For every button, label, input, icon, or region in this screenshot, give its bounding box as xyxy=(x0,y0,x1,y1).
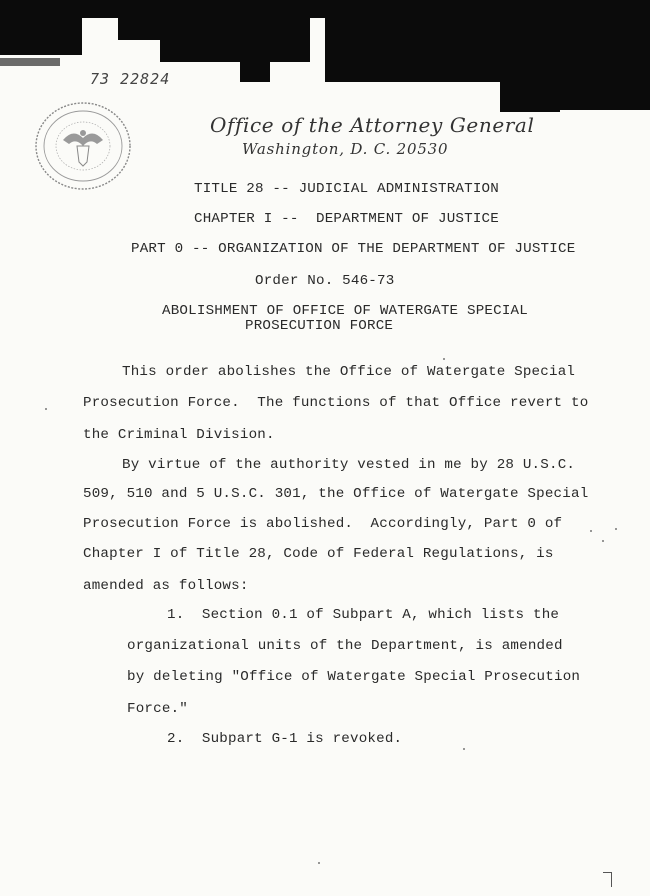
list-item: 2. Subpart G-1 is revoked. xyxy=(167,731,403,747)
part-heading: PART 0 -- ORGANIZATION OF THE DEPARTMENT OF JUSTICE xyxy=(131,241,576,257)
body-line: Prosecution Force. The functions of that Office revert to xyxy=(83,395,589,411)
subject-line-2: PROSECUTION FORCE xyxy=(245,318,394,334)
scan-speck xyxy=(443,358,445,360)
scan-speck xyxy=(590,530,592,532)
body-line: the Criminal Division. xyxy=(83,427,275,443)
scan-speck xyxy=(45,408,47,410)
redaction-block xyxy=(325,0,650,82)
body-line: This order abolishes the Office of Watergate Special xyxy=(122,364,576,380)
letterhead-location: Washington, D. C. 20530 xyxy=(242,140,449,158)
order-number: Order No. 546-73 xyxy=(255,273,395,289)
body-line: By virtue of the authority vested in me by 28 U.S.C. xyxy=(122,457,576,473)
department-seal-icon xyxy=(33,100,133,192)
title-heading: TITLE 28 -- JUDICIAL ADMINISTRATION xyxy=(194,181,499,197)
scan-speck xyxy=(463,748,465,750)
scan-speck xyxy=(602,540,604,542)
redaction-block xyxy=(500,82,560,112)
list-item-continuation: Force." xyxy=(127,701,188,717)
list-item-continuation: organizational units of the Department, is amended xyxy=(127,638,563,654)
redaction-block xyxy=(0,58,60,66)
scan-speck xyxy=(615,528,617,530)
chapter-heading: CHAPTER I -- DEPARTMENT OF JUSTICE xyxy=(194,211,499,227)
document-number: 73 22824 xyxy=(90,70,171,88)
body-line: Prosecution Force is abolished. Accordingly, Part 0 of xyxy=(83,516,563,532)
body-line: Chapter I of Title 28, Code of Federal Regulations, is xyxy=(83,546,554,562)
list-item: 1. Section 0.1 of Subpart A, which lists the xyxy=(167,607,560,623)
list-item-continuation: by deleting "Office of Watergate Special Prosecution xyxy=(127,669,581,685)
body-line: amended as follows: xyxy=(83,578,249,594)
scan-speck xyxy=(318,862,320,864)
letterhead-office: Office of the Attorney General xyxy=(210,113,535,137)
redaction-block xyxy=(240,62,270,82)
redaction-block xyxy=(560,82,650,110)
body-line: 509, 510 and 5 U.S.C. 301, the Office of Watergate Special xyxy=(83,486,589,502)
redaction-block xyxy=(160,0,310,62)
page-corner-mark xyxy=(603,872,612,887)
subject-line-1: ABOLISHMENT OF OFFICE OF WATERGATE SPECIAL xyxy=(162,303,528,319)
